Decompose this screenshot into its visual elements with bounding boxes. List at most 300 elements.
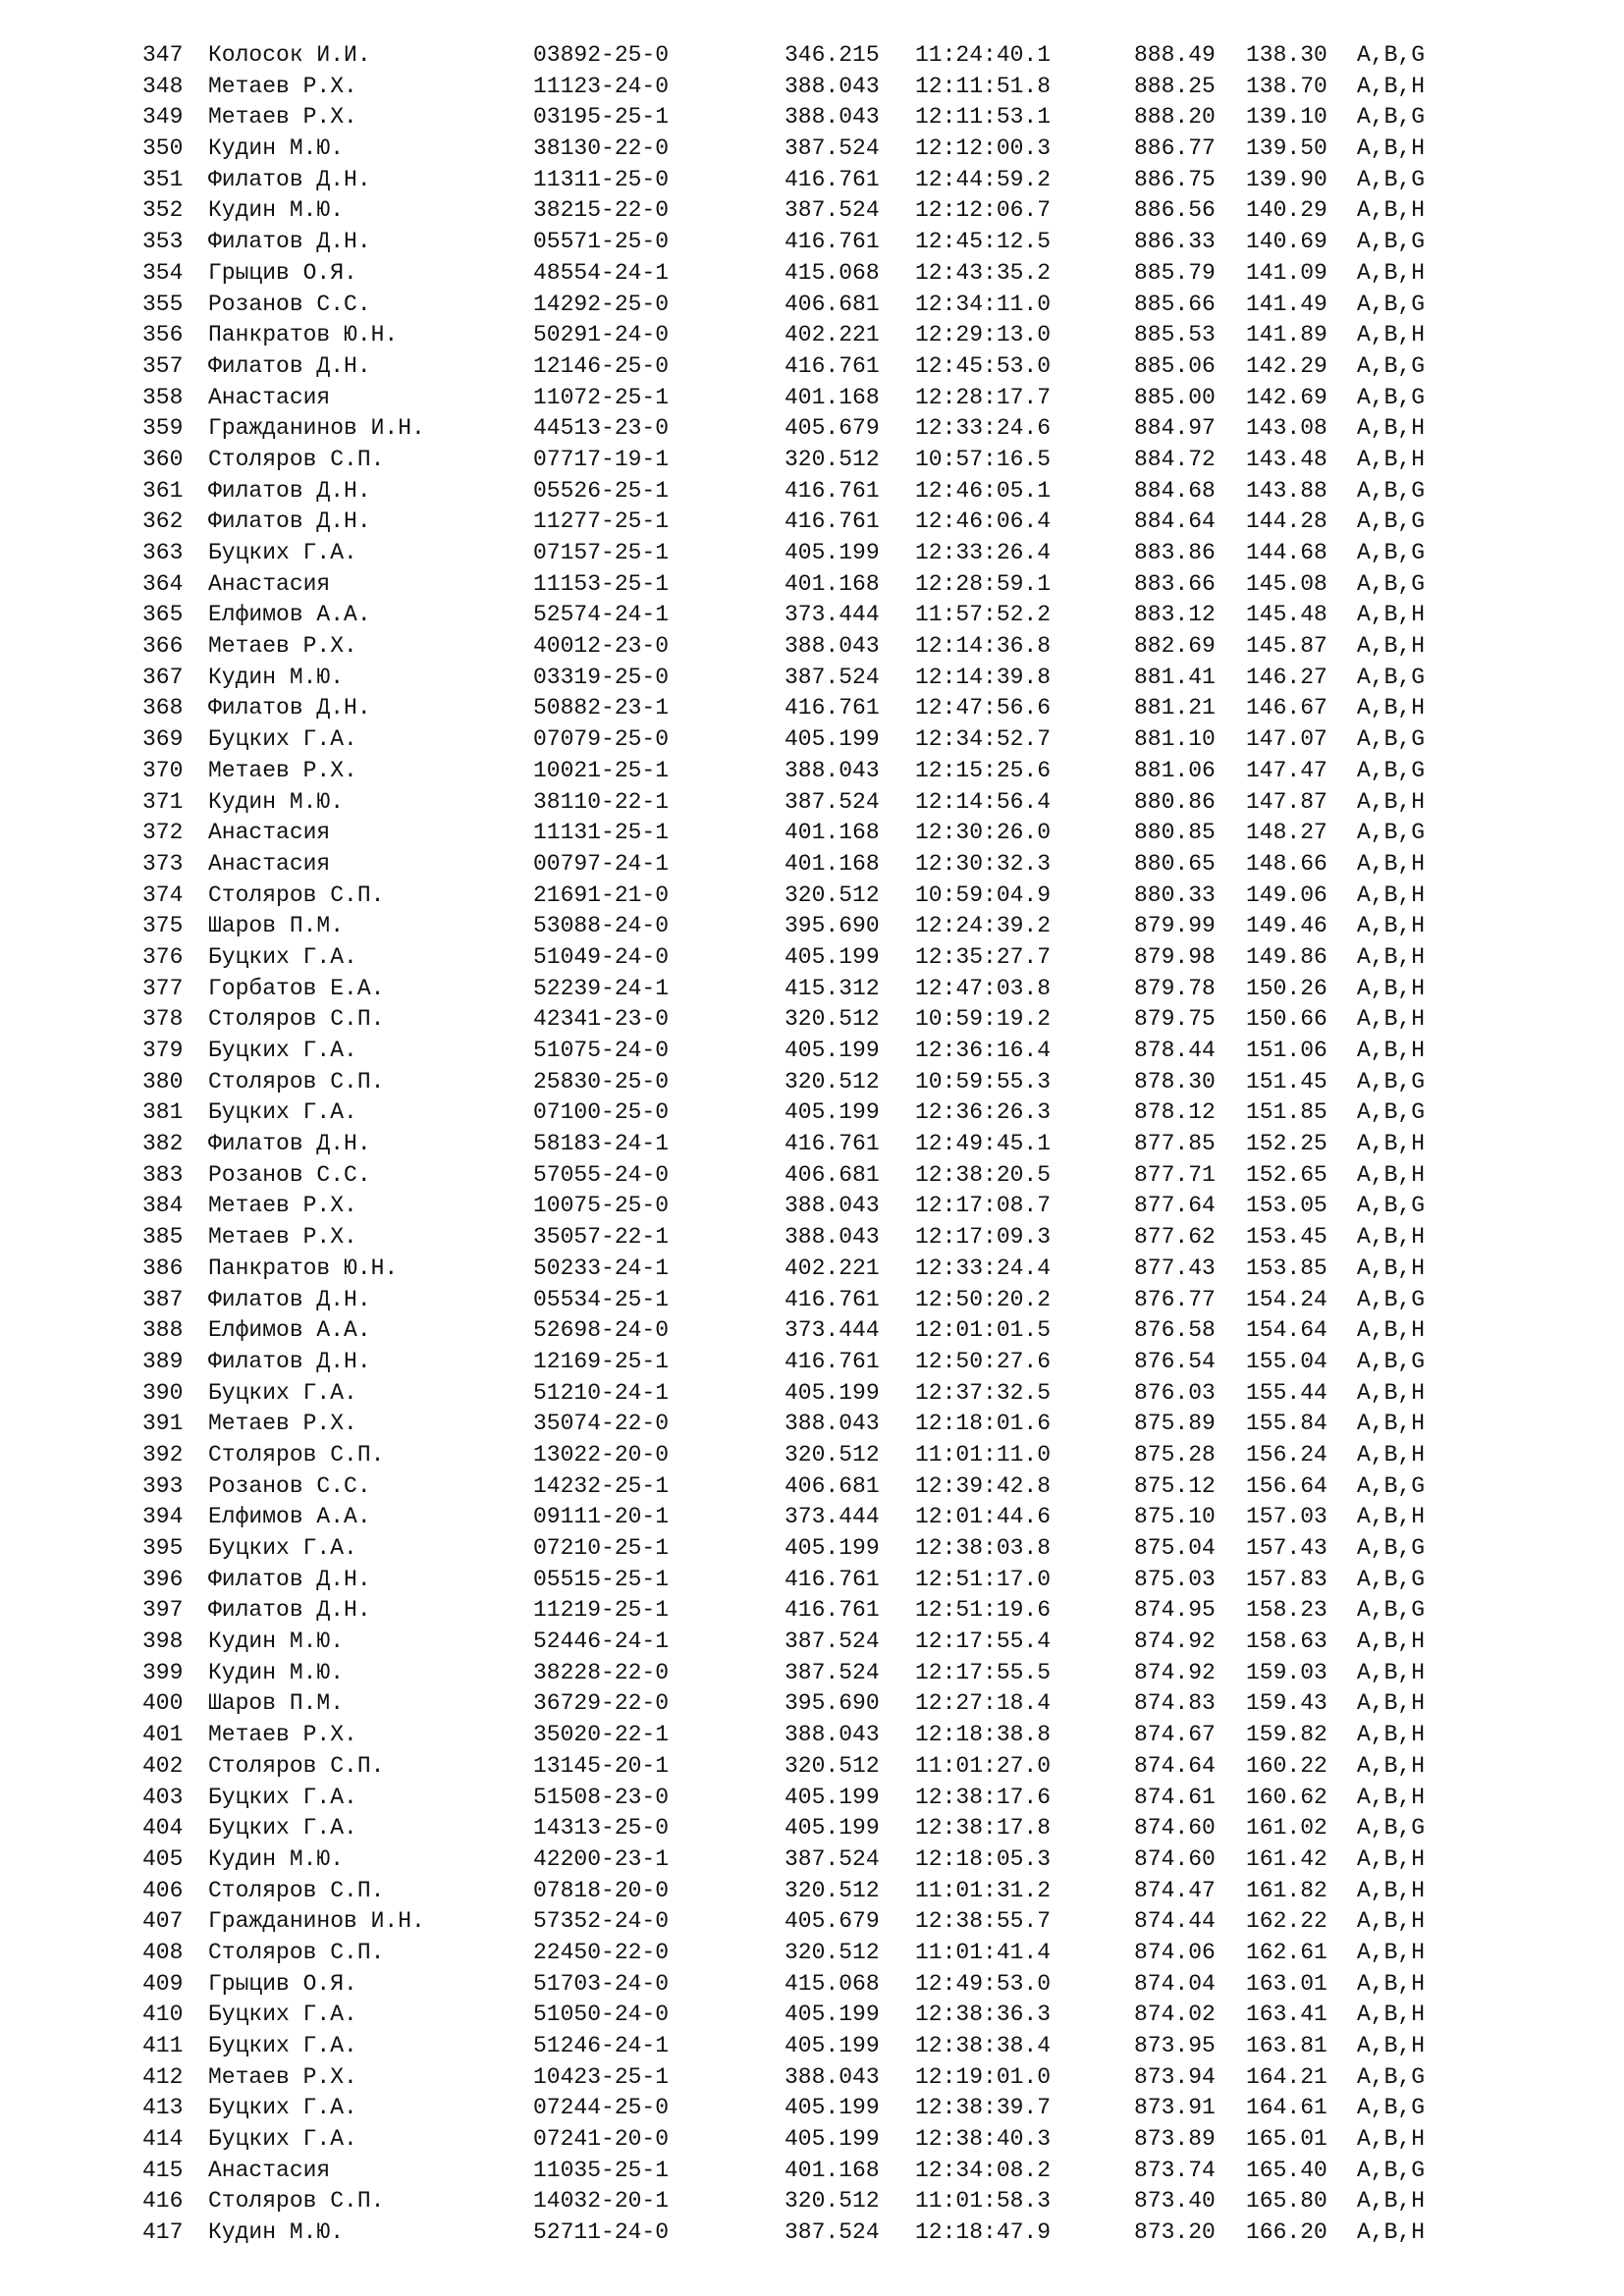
ring-number: 52239-24-1: [533, 975, 670, 1001]
classes: A,B,H: [1357, 1690, 1426, 1717]
ring-number: 52446-24-1: [533, 1629, 670, 1655]
row-number: 409: [142, 1970, 184, 1997]
points: 145.08: [1246, 570, 1327, 597]
row-number: 412: [142, 2063, 184, 2090]
arrival-time: 12:14:39.8: [915, 664, 1052, 690]
speed: 873.94: [1134, 2063, 1216, 2090]
arrival-time: 12:38:36.3: [915, 2002, 1052, 2028]
speed: 880.86: [1134, 788, 1216, 815]
speed: 881.41: [1134, 664, 1216, 690]
distance: 401.168: [785, 2157, 880, 2183]
table-row: [142, 2000, 1556, 2031]
row-number: 357: [142, 352, 184, 379]
table-row: [142, 1533, 1556, 1565]
table-row: [142, 133, 1556, 165]
distance: 387.524: [785, 197, 880, 224]
table-row: [142, 195, 1556, 227]
classes: A,B,H: [1357, 633, 1426, 660]
points: 155.04: [1246, 1348, 1327, 1374]
points: 143.48: [1246, 446, 1327, 472]
classes: A,B,H: [1357, 1845, 1426, 1872]
fancier-name: Буцких Г.А.: [208, 540, 357, 565]
arrival-time: 12:51:19.6: [915, 1597, 1052, 1624]
distance: 416.761: [785, 1597, 880, 1624]
speed: 874.60: [1134, 1845, 1216, 1872]
classes: A,B,G: [1357, 42, 1426, 68]
points: 163.41: [1246, 2002, 1327, 2028]
ring-number: 42341-23-0: [533, 1006, 670, 1033]
points: 153.45: [1246, 1224, 1327, 1251]
arrival-time: 12:38:17.6: [915, 1784, 1052, 1810]
arrival-time: 12:30:26.0: [915, 820, 1052, 846]
speed: 874.47: [1134, 1877, 1216, 1903]
fancier-name: Горбатов Е.А.: [208, 975, 385, 1001]
points: 141.09: [1246, 259, 1327, 286]
classes: A,B,G: [1357, 1597, 1426, 1624]
speed: 873.40: [1134, 2188, 1216, 2215]
arrival-time: 12:30:32.3: [915, 850, 1052, 877]
arrival-time: 12:33:24.6: [915, 415, 1052, 442]
row-number: 355: [142, 291, 184, 317]
speed: 877.64: [1134, 1193, 1216, 1219]
ring-number: 58183-24-1: [533, 1131, 670, 1157]
fancier-name: Буцких Г.А.: [208, 1379, 357, 1406]
ring-number: 14292-25-0: [533, 291, 670, 317]
classes: A,B,H: [1357, 2033, 1426, 2058]
row-number: 360: [142, 446, 184, 472]
distance: 405.199: [785, 1815, 880, 1842]
points: 148.27: [1246, 820, 1327, 846]
classes: A,B,G: [1357, 664, 1426, 690]
ring-number: 51210-24-1: [533, 1379, 670, 1406]
ring-number: 05534-25-1: [533, 1286, 670, 1312]
fancier-name: Столяров С.П.: [208, 1752, 385, 1779]
fancier-name: Панкратов Ю.Н.: [208, 322, 399, 348]
ring-number: 52574-24-1: [533, 602, 670, 628]
row-number: 382: [142, 1131, 184, 1157]
classes: A,B,H: [1357, 259, 1426, 286]
table-row: [142, 1004, 1556, 1036]
table-row: [142, 1160, 1556, 1192]
classes: A,B,H: [1357, 322, 1426, 348]
fancier-name: Столяров С.П.: [208, 881, 385, 908]
table-row: [142, 1036, 1556, 1067]
classes: A,B,H: [1357, 2002, 1426, 2028]
ring-number: 11123-24-0: [533, 73, 670, 99]
arrival-time: 12:01:44.6: [915, 1504, 1052, 1530]
fancier-name: Кудин М.Ю.: [208, 197, 345, 224]
arrival-time: 12:49:53.0: [915, 1970, 1052, 1997]
points: 142.69: [1246, 384, 1327, 410]
classes: A,B,G: [1357, 1535, 1426, 1561]
ring-number: 11072-25-1: [533, 384, 670, 410]
ring-number: 38215-22-0: [533, 197, 670, 224]
fancier-name: Анастасия: [208, 384, 331, 410]
ring-number: 03319-25-0: [533, 664, 670, 690]
classes: A,B,G: [1357, 540, 1426, 565]
row-number: 372: [142, 820, 184, 846]
row-number: 417: [142, 2219, 184, 2246]
arrival-time: 10:59:55.3: [915, 1068, 1052, 1095]
classes: A,B,H: [1357, 135, 1426, 162]
fancier-name: Розанов С.С.: [208, 1161, 371, 1188]
distance: 320.512: [785, 1006, 880, 1033]
fancier-name: Буцких Г.А.: [208, 1535, 357, 1561]
points: 160.62: [1246, 1784, 1327, 1810]
classes: A,B,G: [1357, 757, 1426, 783]
ring-number: 11277-25-1: [533, 508, 670, 535]
row-number: 364: [142, 570, 184, 597]
arrival-time: 12:17:55.4: [915, 1629, 1052, 1655]
points: 159.82: [1246, 1722, 1327, 1748]
table-row: [142, 1876, 1556, 1907]
distance: 320.512: [785, 1441, 880, 1468]
speed: 873.20: [1134, 2219, 1216, 2246]
table-row: [142, 1720, 1556, 1751]
arrival-time: 12:29:13.0: [915, 322, 1052, 348]
distance: 373.444: [785, 602, 880, 628]
classes: A,B,H: [1357, 1939, 1426, 1965]
points: 162.61: [1246, 1939, 1327, 1965]
distance: 405.199: [785, 1379, 880, 1406]
points: 159.03: [1246, 1659, 1327, 1685]
speed: 875.12: [1134, 1472, 1216, 1499]
fancier-name: Столяров С.П.: [208, 1877, 385, 1903]
speed: 885.66: [1134, 291, 1216, 317]
points: 154.24: [1246, 1286, 1327, 1312]
fancier-name: Грыцив О.Я.: [208, 1970, 357, 1997]
points: 139.10: [1246, 104, 1327, 131]
ring-number: 03195-25-1: [533, 104, 670, 131]
arrival-time: 11:01:11.0: [915, 1441, 1052, 1468]
distance: 387.524: [785, 1629, 880, 1655]
table-row: [142, 1129, 1556, 1160]
classes: A,B,G: [1357, 570, 1426, 597]
fancier-name: Елфимов А.А.: [208, 1317, 371, 1344]
points: 160.22: [1246, 1752, 1327, 1779]
table-row: [142, 1627, 1556, 1658]
row-number: 395: [142, 1535, 184, 1561]
arrival-time: 12:24:39.2: [915, 913, 1052, 939]
fancier-name: Филатов Д.Н.: [208, 508, 371, 535]
distance: 387.524: [785, 135, 880, 162]
classes: A,B,H: [1357, 1224, 1426, 1251]
ring-number: 57352-24-0: [533, 1908, 670, 1935]
row-number: 403: [142, 1784, 184, 1810]
distance: 395.690: [785, 1690, 880, 1717]
distance: 416.761: [785, 229, 880, 255]
fancier-name: Метаев Р.Х.: [208, 633, 357, 660]
points: 164.61: [1246, 2095, 1327, 2121]
arrival-time: 12:15:25.6: [915, 757, 1052, 783]
ring-number: 53088-24-0: [533, 913, 670, 939]
ring-number: 35020-22-1: [533, 1722, 670, 1748]
speed: 883.66: [1134, 570, 1216, 597]
speed: 879.75: [1134, 1006, 1216, 1033]
table-row: [142, 445, 1556, 476]
table-row: [142, 165, 1556, 196]
speed: 875.10: [1134, 1504, 1216, 1530]
table-row: [142, 2156, 1556, 2187]
fancier-name: Буцких Г.А.: [208, 2126, 357, 2153]
points: 147.07: [1246, 726, 1327, 753]
row-number: 388: [142, 1317, 184, 1344]
classes: A,B,H: [1357, 1038, 1426, 1063]
distance: 406.681: [785, 291, 880, 317]
ring-number: 07244-25-0: [533, 2095, 670, 2121]
row-number: 398: [142, 1629, 184, 1655]
distance: 373.444: [785, 1504, 880, 1530]
arrival-time: 12:01:01.5: [915, 1317, 1052, 1344]
distance: 415.312: [785, 975, 880, 1001]
distance: 346.215: [785, 42, 880, 68]
fancier-name: Филатов Д.Н.: [208, 352, 371, 379]
arrival-time: 12:38:55.7: [915, 1908, 1052, 1935]
arrival-time: 11:24:40.1: [915, 42, 1052, 68]
speed: 882.69: [1134, 633, 1216, 660]
arrival-time: 12:36:26.3: [915, 1099, 1052, 1126]
distance: 416.761: [785, 1286, 880, 1312]
distance: 387.524: [785, 1845, 880, 1872]
distance: 320.512: [785, 1939, 880, 1965]
ring-number: 11153-25-1: [533, 570, 670, 597]
points: 153.85: [1246, 1255, 1327, 1281]
speed: 885.06: [1134, 352, 1216, 379]
speed: 888.49: [1134, 42, 1216, 68]
table-row: [142, 1285, 1556, 1316]
table-row: [142, 538, 1556, 569]
row-number: 349: [142, 104, 184, 131]
speed: 881.10: [1134, 726, 1216, 753]
fancier-name: Буцких Г.А.: [208, 1784, 357, 1810]
row-number: 411: [142, 2033, 184, 2058]
distance: 416.761: [785, 477, 880, 504]
table-row: [142, 1502, 1556, 1533]
speed: 876.58: [1134, 1317, 1216, 1344]
points: 140.29: [1246, 197, 1327, 224]
fancier-name: Буцких Г.А.: [208, 943, 357, 970]
distance: 406.681: [785, 1472, 880, 1499]
classes: A,B,G: [1357, 2095, 1426, 2121]
classes: A,B,G: [1357, 166, 1426, 192]
table-row: [142, 1595, 1556, 1627]
row-number: 347: [142, 42, 184, 68]
arrival-time: 12:28:17.7: [915, 384, 1052, 410]
speed: 873.89: [1134, 2126, 1216, 2153]
fancier-name: Филатов Д.Н.: [208, 229, 371, 255]
ring-number: 11035-25-1: [533, 2157, 670, 2183]
speed: 874.61: [1134, 1784, 1216, 1810]
points: 154.64: [1246, 1317, 1327, 1344]
ring-number: 42200-23-1: [533, 1845, 670, 1872]
speed: 885.53: [1134, 322, 1216, 348]
arrival-time: 12:45:12.5: [915, 229, 1052, 255]
fancier-name: Кудин М.Ю.: [208, 1659, 345, 1685]
classes: A,B,G: [1357, 726, 1426, 753]
speed: 874.60: [1134, 1815, 1216, 1842]
fancier-name: Гражданинов И.Н.: [208, 1908, 425, 1935]
table-row: [142, 911, 1556, 942]
row-number: 375: [142, 913, 184, 939]
classes: A,B,G: [1357, 1099, 1426, 1126]
ring-number: 10423-25-1: [533, 2063, 670, 2090]
ring-number: 14313-25-0: [533, 1815, 670, 1842]
points: 157.83: [1246, 1566, 1327, 1592]
points: 150.26: [1246, 975, 1327, 1001]
row-number: 363: [142, 540, 184, 565]
distance: 416.761: [785, 352, 880, 379]
ring-number: 57055-24-0: [533, 1161, 670, 1188]
table-row: [142, 600, 1556, 631]
table-row: [142, 1471, 1556, 1503]
classes: A,B,G: [1357, 2063, 1426, 2090]
fancier-name: Филатов Д.Н.: [208, 1286, 371, 1312]
arrival-time: 12:35:27.7: [915, 943, 1052, 970]
ring-number: 12169-25-1: [533, 1348, 670, 1374]
row-number: 370: [142, 757, 184, 783]
classes: A,B,H: [1357, 1131, 1426, 1157]
speed: 888.20: [1134, 104, 1216, 131]
speed: 877.85: [1134, 1131, 1216, 1157]
arrival-time: 12:47:56.6: [915, 695, 1052, 721]
table-row: [142, 383, 1556, 414]
arrival-time: 12:43:35.2: [915, 259, 1052, 286]
fancier-name: Метаев Р.Х.: [208, 1722, 357, 1748]
arrival-time: 12:39:42.8: [915, 1472, 1052, 1499]
fancier-name: Филатов Д.Н.: [208, 1566, 371, 1592]
table-row: [142, 1565, 1556, 1596]
table-row: [142, 2124, 1556, 2156]
ring-number: 38130-22-0: [533, 135, 670, 162]
classes: A,B,G: [1357, 1472, 1426, 1499]
classes: A,B,H: [1357, 1441, 1426, 1468]
classes: A,B,H: [1357, 850, 1426, 877]
ring-number: 52711-24-0: [533, 2219, 670, 2246]
points: 138.30: [1246, 42, 1327, 68]
arrival-time: 12:38:03.8: [915, 1535, 1052, 1561]
speed: 886.33: [1134, 229, 1216, 255]
fancier-name: Анастасия: [208, 850, 331, 877]
table-row: [142, 1783, 1556, 1814]
ring-number: 51050-24-0: [533, 2002, 670, 2028]
speed: 886.77: [1134, 135, 1216, 162]
table-row: [142, 569, 1556, 601]
arrival-time: 11:01:31.2: [915, 1877, 1052, 1903]
distance: 388.043: [785, 633, 880, 660]
arrival-time: 12:47:03.8: [915, 975, 1052, 1001]
ring-number: 14232-25-1: [533, 1472, 670, 1499]
arrival-time: 11:01:41.4: [915, 1939, 1052, 1965]
row-number: 351: [142, 166, 184, 192]
classes: A,B,H: [1357, 446, 1426, 472]
row-number: 410: [142, 2002, 184, 2028]
ring-number: 07210-25-1: [533, 1535, 670, 1561]
speed: 880.65: [1134, 850, 1216, 877]
points: 158.23: [1246, 1597, 1327, 1624]
points: 141.89: [1246, 322, 1327, 348]
table-row: [142, 1347, 1556, 1378]
ring-number: 03892-25-0: [533, 42, 670, 68]
row-number: 373: [142, 850, 184, 877]
fancier-name: Буцких Г.А.: [208, 1038, 357, 1063]
table-row: [142, 1315, 1556, 1347]
row-number: 374: [142, 881, 184, 908]
fancier-name: Столяров С.П.: [208, 446, 385, 472]
ring-number: 51508-23-0: [533, 1784, 670, 1810]
classes: A,B,H: [1357, 1752, 1426, 1779]
ring-number: 50291-24-0: [533, 322, 670, 348]
fancier-name: Кудин М.Ю.: [208, 2219, 345, 2246]
distance: 395.690: [785, 913, 880, 939]
speed: 874.92: [1134, 1629, 1216, 1655]
ring-number: 51075-24-0: [533, 1038, 670, 1063]
classes: A,B,H: [1357, 1659, 1426, 1685]
row-number: 392: [142, 1441, 184, 1468]
arrival-time: 12:14:36.8: [915, 633, 1052, 660]
row-number: 414: [142, 2126, 184, 2153]
table-row: [142, 631, 1556, 663]
distance: 388.043: [785, 1224, 880, 1251]
arrival-time: 12:17:55.5: [915, 1659, 1052, 1685]
fancier-name: Филатов Д.Н.: [208, 1597, 371, 1624]
classes: A,B,G: [1357, 104, 1426, 131]
arrival-time: 12:36:16.4: [915, 1038, 1052, 1063]
classes: A,B,H: [1357, 1908, 1426, 1935]
distance: 388.043: [785, 73, 880, 99]
classes: A,B,H: [1357, 1784, 1426, 1810]
arrival-time: 12:11:53.1: [915, 104, 1052, 131]
points: 153.05: [1246, 1193, 1327, 1219]
points: 159.43: [1246, 1690, 1327, 1717]
distance: 416.761: [785, 508, 880, 535]
speed: 873.74: [1134, 2157, 1216, 2183]
distance: 320.512: [785, 446, 880, 472]
classes: A,B,H: [1357, 695, 1426, 721]
arrival-time: 12:34:52.7: [915, 726, 1052, 753]
classes: A,B,H: [1357, 913, 1426, 939]
table-row: [142, 72, 1556, 103]
row-number: 396: [142, 1566, 184, 1592]
distance: 416.761: [785, 166, 880, 192]
row-number: 362: [142, 508, 184, 535]
classes: A,B,H: [1357, 415, 1426, 442]
distance: 388.043: [785, 1411, 880, 1437]
fancier-name: Столяров С.П.: [208, 1068, 385, 1095]
arrival-time: 12:33:24.4: [915, 1255, 1052, 1281]
distance: 416.761: [785, 695, 880, 721]
speed: 883.12: [1134, 602, 1216, 628]
speed: 888.25: [1134, 73, 1216, 99]
arrival-time: 12:17:08.7: [915, 1193, 1052, 1219]
arrival-time: 10:59:19.2: [915, 1006, 1052, 1033]
row-number: 369: [142, 726, 184, 753]
speed: 874.02: [1134, 2002, 1216, 2028]
fancier-name: Розанов С.С.: [208, 291, 371, 317]
fancier-name: Метаев Р.Х.: [208, 1193, 357, 1219]
fancier-name: Кудин М.Ю.: [208, 788, 345, 815]
arrival-time: 11:57:52.2: [915, 602, 1052, 628]
points: 150.66: [1246, 1006, 1327, 1033]
distance: 401.168: [785, 384, 880, 410]
table-row: [142, 102, 1556, 133]
ring-number: 07079-25-0: [533, 726, 670, 753]
classes: A,B,G: [1357, 1068, 1426, 1095]
points: 144.28: [1246, 508, 1327, 535]
speed: 874.64: [1134, 1752, 1216, 1779]
distance: 401.168: [785, 820, 880, 846]
table-row: [142, 942, 1556, 974]
ring-number: 05571-25-0: [533, 229, 670, 255]
